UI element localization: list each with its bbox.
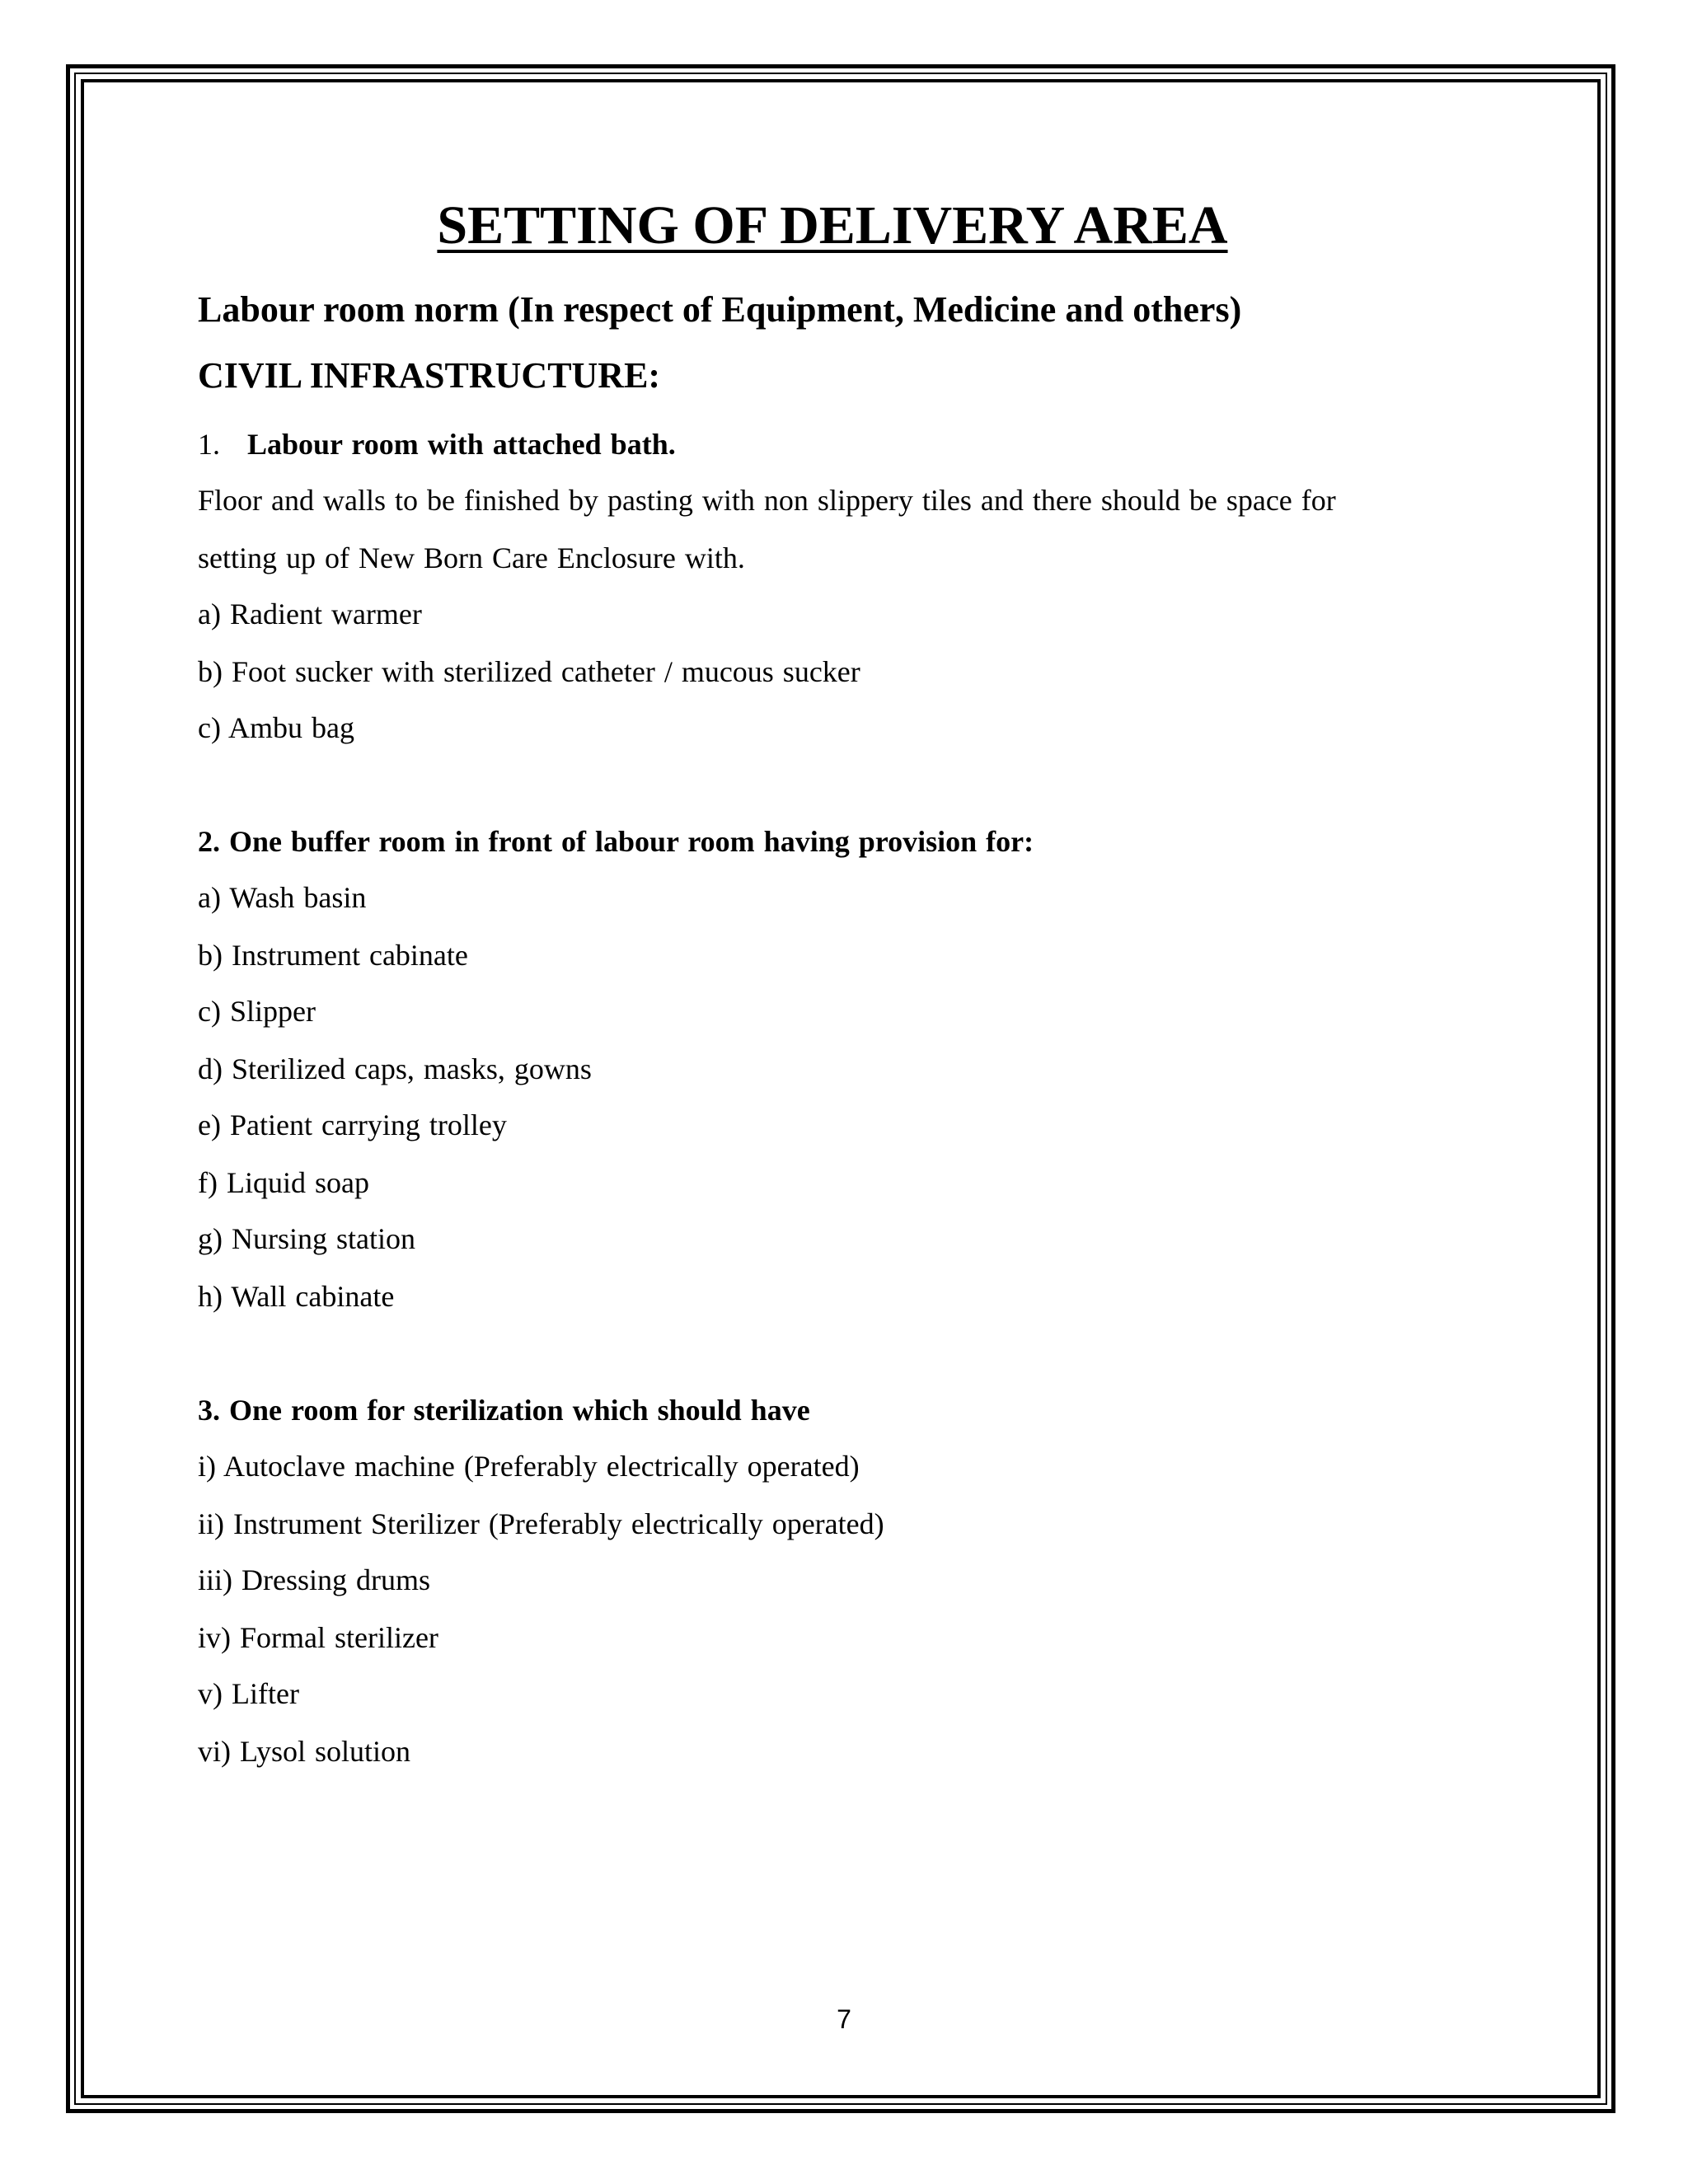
page-title: SETTING OF DELIVERY AREA <box>437 195 1228 255</box>
section3-item: v) Lifter <box>198 1677 299 1710</box>
page-number: 7 <box>837 2004 851 2034</box>
section3-heading: 3. One room for sterilization which should have <box>198 1394 810 1427</box>
section3-item: iii) Dressing drums <box>198 1563 430 1596</box>
section2-item: f) Liquid soap <box>198 1166 369 1199</box>
section3-item: iv) Formal sterilizer <box>198 1621 438 1654</box>
section2-item: d) Sterilized caps, masks, gowns <box>198 1052 592 1085</box>
section1-item: a) Radient warmer <box>198 598 422 630</box>
section2-item: a) Wash basin <box>198 881 367 914</box>
section2-item: b) Instrument cabinate <box>198 939 468 972</box>
section2-item: e) Patient carrying trolley <box>198 1108 507 1141</box>
section3-item: ii) Instrument Sterilizer (Preferably electrically operated) <box>198 1507 884 1540</box>
section1-item: b) Foot sucker with sterilized catheter / mucous sucker <box>198 655 860 688</box>
subtitle: Labour room norm (In respect of Equipment, Medicine and others) <box>198 289 1242 330</box>
section3-item: i) Autoclave machine (Preferably electrically operated) <box>198 1450 860 1483</box>
section3-item: vi) Lysol solution <box>198 1735 411 1768</box>
section1-heading <box>198 427 676 462</box>
section1-paragraph-line1: Floor and walls to be finished by pasting with non slippery tiles and there should be space for <box>198 484 1336 517</box>
section1-number: 1. <box>198 428 220 461</box>
section1-heading-text: Labour room with attached bath. <box>247 428 676 461</box>
section2-item: h) Wall cabinate <box>198 1280 395 1313</box>
section2-item: g) Nursing station <box>198 1222 415 1255</box>
section2-heading: 2. One buffer room in front of labour room having provision for: <box>198 825 1034 858</box>
section2-item: c) Slipper <box>198 995 316 1028</box>
section1-paragraph-line2: setting up of New Born Care Enclosure with. <box>198 541 745 574</box>
section1-item: c) Ambu bag <box>198 711 354 744</box>
section-heading: CIVIL INFRASTRUCTURE: <box>198 355 661 396</box>
